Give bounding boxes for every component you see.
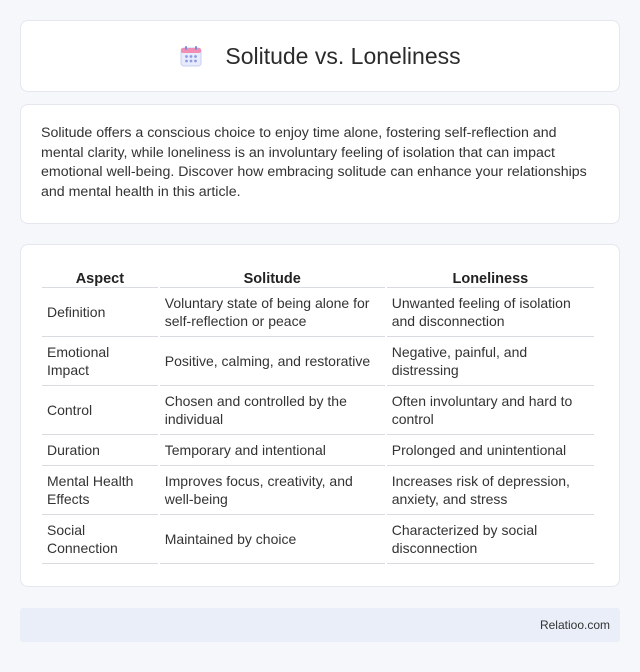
table-row xyxy=(42,386,594,435)
intro-card xyxy=(20,104,620,224)
cell-aspect: Mental Health Effects xyxy=(42,466,158,515)
table-header-row xyxy=(42,266,594,288)
cell-solitude: Chosen and controlled by the individual xyxy=(160,386,385,435)
cell-loneliness: Negative, painful, and distressing xyxy=(387,337,594,386)
footer-brand-link[interactable]: Relatioo.com xyxy=(539,618,610,632)
title-card xyxy=(20,20,620,92)
column-header-aspect: Aspect xyxy=(42,266,158,288)
table-row xyxy=(42,288,594,337)
title-wrap xyxy=(179,43,460,70)
table-row xyxy=(42,515,594,564)
comparison-table-card xyxy=(20,244,620,587)
footer-bar xyxy=(20,608,620,642)
cell-loneliness: Prolonged and unintentional xyxy=(387,435,594,466)
cell-loneliness: Often involuntary and hard to control xyxy=(387,386,594,435)
cell-solitude: Maintained by choice xyxy=(160,515,385,564)
cell-solitude: Positive, calming, and restorative xyxy=(160,337,385,386)
cell-loneliness: Increases risk of depression, anxiety, and stress xyxy=(387,466,594,515)
cell-solitude: Temporary and intentional xyxy=(160,435,385,466)
cell-aspect: Control xyxy=(42,386,158,435)
cell-solitude: Voluntary state of being alone for self-reflection or peace xyxy=(160,288,385,337)
table-row xyxy=(42,435,594,466)
table-row xyxy=(42,337,594,386)
table-row xyxy=(42,466,594,515)
intro-paragraph: Solitude offers a conscious choice to enjoy time alone, fostering self-reflection and mental clarity, while loneliness is an involuntary feeling of isolation that can impact emotional well-being. Discover how embracing solitude can enhance your relationships and mental health in this article. xyxy=(41,125,587,200)
cell-aspect: Emotional Impact xyxy=(42,337,158,386)
cell-aspect: Duration xyxy=(42,435,158,466)
cell-solitude: Improves focus, creativity, and well-being xyxy=(160,466,385,515)
cell-loneliness: Characterized by social disconnection xyxy=(387,515,594,564)
page-title: Solitude vs. Loneliness xyxy=(225,42,461,69)
cell-aspect: Definition xyxy=(42,288,158,337)
calendar-icon xyxy=(179,44,203,68)
cell-loneliness: Unwanted feeling of isolation and disconnection xyxy=(387,288,594,337)
column-header-solitude: Solitude xyxy=(160,266,385,288)
column-header-loneliness: Loneliness xyxy=(387,266,594,288)
cell-aspect: Social Connection xyxy=(42,515,158,564)
comparison-table xyxy=(40,266,596,564)
